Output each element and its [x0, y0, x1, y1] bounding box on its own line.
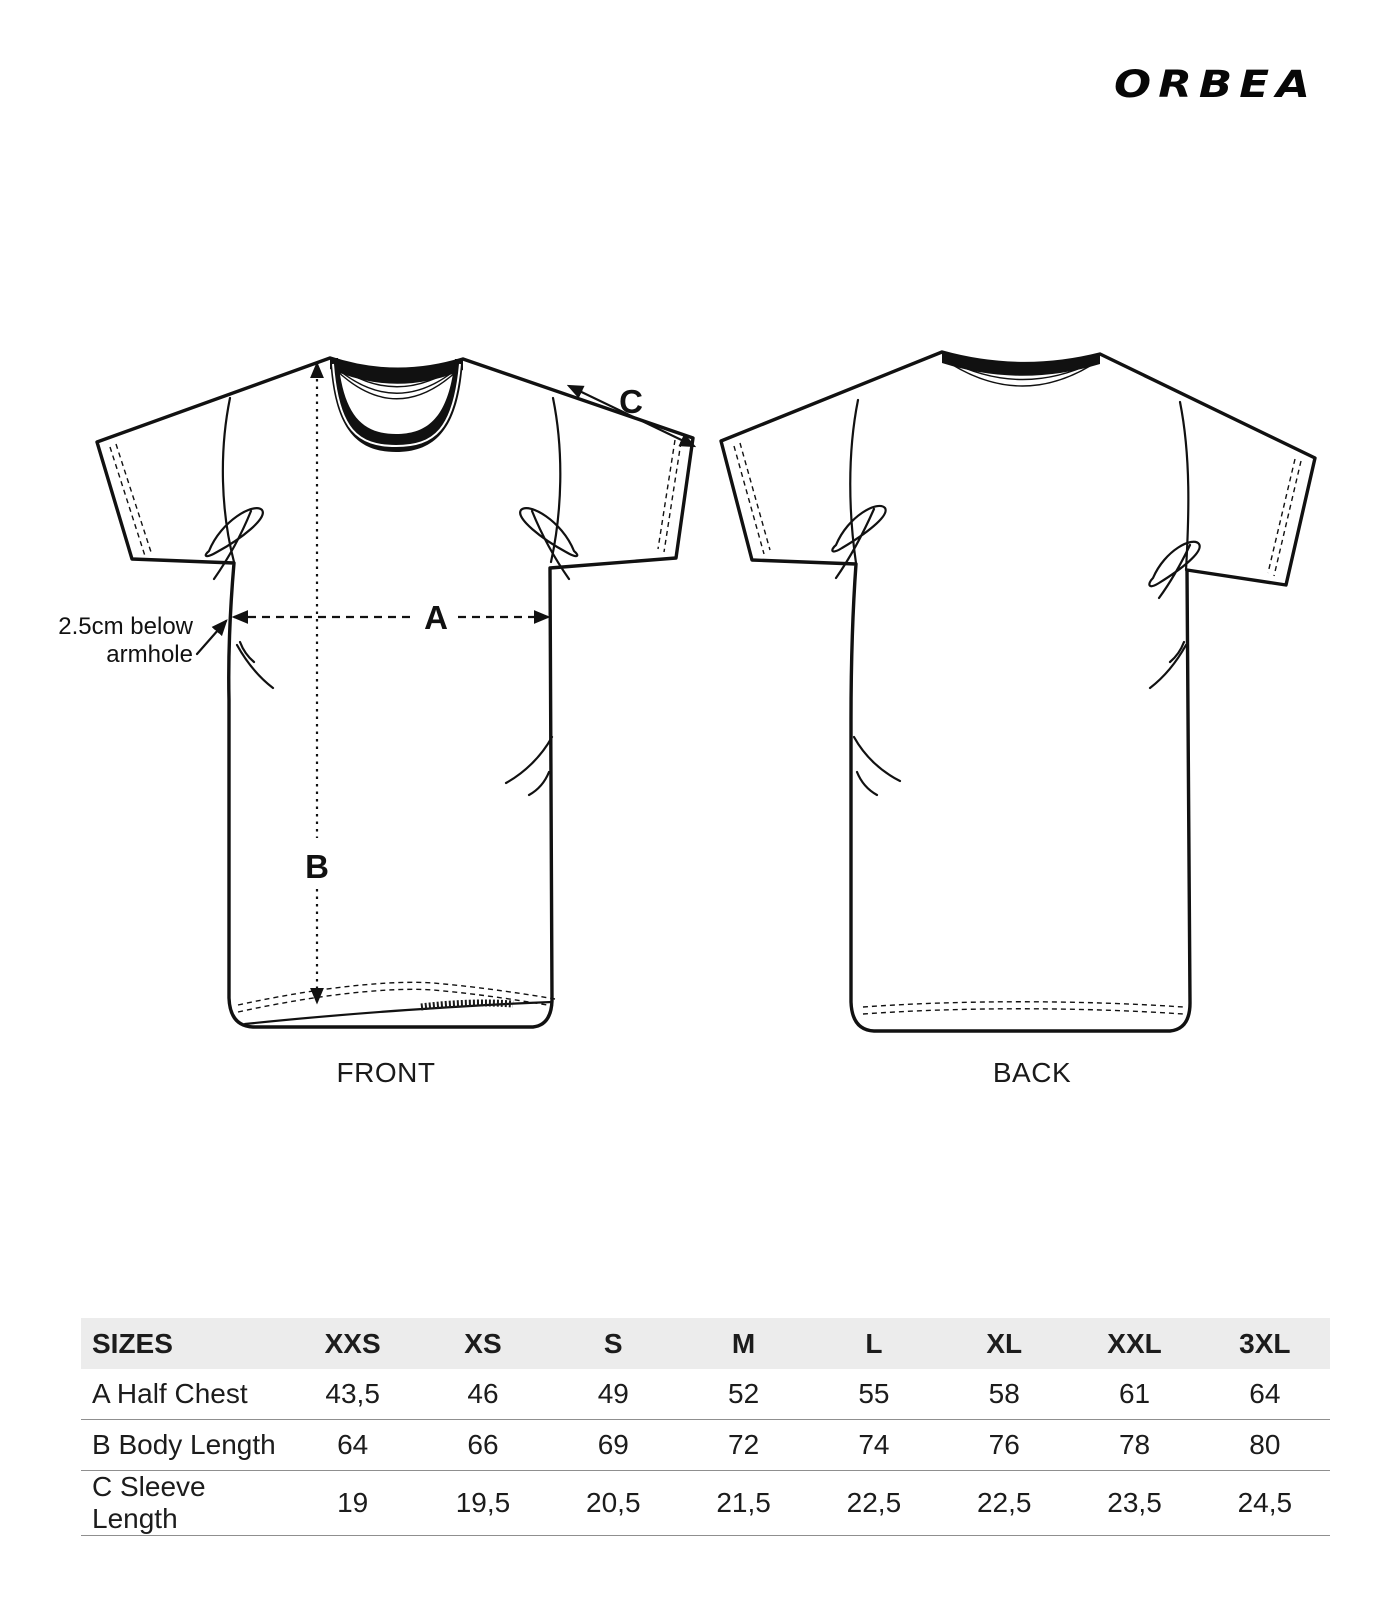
- cell-value: 78: [1069, 1420, 1199, 1471]
- table-header-m: M: [678, 1318, 808, 1369]
- measure-c-label: C: [619, 383, 643, 420]
- table-header-l: L: [809, 1318, 939, 1369]
- cell-value: 66: [418, 1420, 548, 1471]
- cell-value: 64: [287, 1420, 417, 1471]
- back-shirt-drawing: [721, 352, 1315, 1031]
- table-row-half-chest: [81, 1369, 1330, 1420]
- cell-value: 74: [809, 1420, 939, 1471]
- cell-value: 58: [988, 1378, 1020, 1409]
- table-header-3xl: 3XL: [1200, 1318, 1330, 1369]
- table-header-s: S: [548, 1318, 678, 1369]
- cell-value: 21,5: [678, 1471, 808, 1536]
- size-table: [81, 1318, 1330, 1536]
- cell-value: 69: [548, 1420, 678, 1471]
- row-label: A Half Chest: [92, 1378, 248, 1409]
- cell-value: 55: [858, 1378, 890, 1409]
- cell-value: 49: [597, 1378, 629, 1409]
- row-label: B Body Length: [81, 1420, 287, 1471]
- cell-value: 22,5: [809, 1471, 939, 1536]
- cell-value: 24,5: [1200, 1471, 1330, 1536]
- cell-value: 20,5: [548, 1471, 678, 1536]
- cell-value: 19: [287, 1471, 417, 1536]
- table-header-xxl: XXL: [1069, 1318, 1199, 1369]
- cell-value: 80: [1200, 1420, 1330, 1471]
- table-row-sleeve-length: [81, 1471, 1330, 1536]
- armhole-note-line1: 2.5cm below: [58, 613, 193, 640]
- cell-value: 61: [1118, 1378, 1151, 1409]
- row-label: C Sleeve Length: [81, 1471, 287, 1536]
- orbea-logo: ORBEA: [1113, 63, 1317, 106]
- cell-value: 46: [467, 1378, 499, 1409]
- cell-value: 52: [728, 1378, 760, 1409]
- front-view-label: FRONT: [336, 1057, 436, 1088]
- table-header-xxs: XXS: [287, 1318, 417, 1369]
- cell-value: 72: [678, 1420, 808, 1471]
- cell-value: 64: [1249, 1378, 1281, 1409]
- table-header-sizes: SIZES: [81, 1318, 287, 1369]
- size-table-header-row: [81, 1318, 1330, 1369]
- cell-value: 19,5: [418, 1471, 548, 1536]
- back-view-label: BACK: [992, 1057, 1072, 1088]
- back-body-outline: [721, 352, 1315, 1031]
- table-header-xs: XS: [418, 1318, 548, 1369]
- cell-value: 23,5: [1069, 1471, 1199, 1536]
- table-header-xl: XL: [939, 1318, 1069, 1369]
- cell-value: 43,5: [325, 1378, 380, 1409]
- front-shirt-drawing: [97, 358, 693, 1027]
- measure-a-label: A: [424, 599, 448, 636]
- armhole-note-line2: armhole: [106, 641, 193, 668]
- table-row-body-length: [81, 1420, 1330, 1471]
- cell-value: 76: [939, 1420, 1069, 1471]
- front-body-outline: [97, 358, 693, 1027]
- measure-b-label: B: [305, 848, 329, 885]
- armhole-note-arrow: [197, 621, 226, 654]
- cell-value: 22,5: [939, 1471, 1069, 1536]
